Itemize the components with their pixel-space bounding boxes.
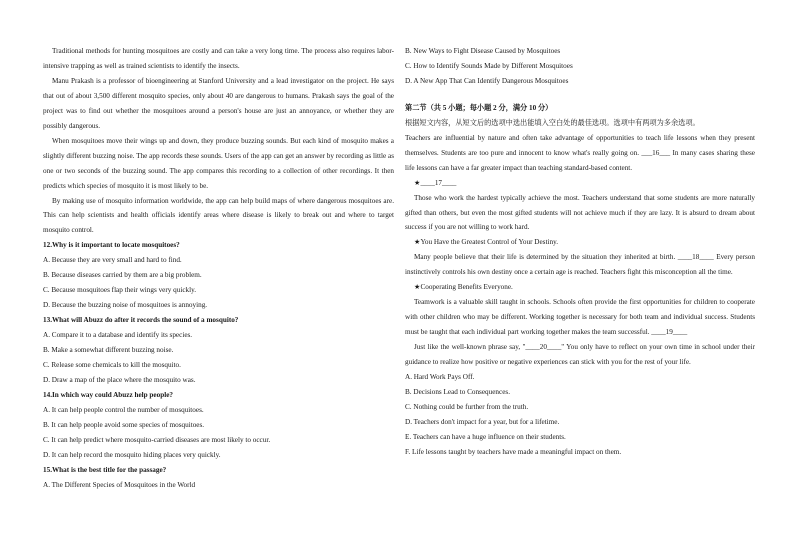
choice-option-c: C. Nothing could be further from the truth.: [405, 402, 529, 411]
passage-heading-blank: ★____17____: [414, 178, 457, 187]
question-13-option-c: C. Release some chemicals to kill the mosquito.: [43, 361, 181, 370]
question-12-option-a: A. Because they are very small and hard to find.: [43, 256, 182, 265]
passage-paragraph: When mosquitoes move their wings up and down, they produce buzzing sounds. But each kind of mosquito makes a slightly different buzzing noise. The app records these sounds. Users of the app can get an answer by recording as little as one or two seconds of the buzzing sound. The app compares this recording to a collection of other recordings. It then predicts which species of mosquito it is most likely to be.: [43, 136, 394, 190]
question-12-option-b: B. Because diseases carried by them are a big problem.: [43, 271, 202, 280]
question-15-option-a: A. The Different Species of Mosquitoes in the World: [43, 480, 196, 489]
question-15-option-c: C. How to Identify Sounds Made by Different Mosquitoes: [405, 61, 573, 70]
choice-option-d: D. Teachers don't impact for a year, but for a lifetime.: [405, 417, 560, 426]
question-15-stem: 15.What is the best title for the passage?: [43, 465, 167, 474]
question-13-option-a: A. Compare it to a database and identify its species.: [43, 331, 193, 340]
passage-paragraph: Just like the well-known phrase say, "____20____" You only have to reflect on your own time in school under their guidance to realize how positive or negative experiences can stick with you for the rest of your life.: [405, 343, 755, 367]
choice-option-f: F. Life lessons taught by teachers have made a meaningful impact on them.: [405, 447, 622, 456]
passage-paragraph: By making use of mosquito information worldwide, the app can help build maps of where dangerous mosquitoes are. This can help scientists and health officials identify areas where disease is likely to break out and where to target mosquito control.: [43, 196, 394, 235]
right-column: [405, 44, 755, 460]
choice-option-a: A. Hard Work Pays Off.: [405, 373, 475, 382]
passage-paragraph: Manu Prakash is a professor of bioengineering at Stanford University and a lead investigator on the project. He says that out of about 3,500 different mosquito species, only about 40 are dangerous to humans. Prakash says the goal of the project was to find out whether the mosquitoes around a person's house are just an annoyance, or whether they are possibly dangerous.: [43, 76, 394, 130]
passage-paragraph: Teachers are influential by nature and often take advantage of opportunities to teach life lessons when they present themselves. Students are too pure and innocent to know what's really going on. ___16___ In many cases sharing these life lessons can have a far greater impact than teaching standard-based content.: [405, 133, 755, 172]
question-15-option-b: B. New Ways to Fight Disease Caused by Mosquitoes: [405, 47, 561, 55]
question-13-stem: 13.What will Abuzz do after it records the sound of a mosquito?: [43, 316, 239, 325]
passage-paragraph: Teamwork is a valuable skill taught in schools. Schools often provide the first opportunities for children to cooperate with other children who may be different. Working together is necessary for both team and individual success. Students must be taught that each individual part working together makes the team successful. ____19____: [405, 298, 755, 337]
question-14-option-a: A. It can help people control the number of mosquitoes.: [43, 405, 204, 414]
passage-heading: ★Cooperating Benefits Everyone.: [414, 283, 513, 292]
question-12-stem: 12.Why is it important to locate mosquitoes?: [43, 241, 180, 250]
choice-option-e: E. Teachers can have a huge influence on their students.: [405, 432, 566, 441]
choice-option-b: B. Decisions Lead to Consequences.: [405, 387, 510, 396]
question-14-option-c: C. It can help predict where mosquito-carried diseases are most likely to occur.: [43, 435, 271, 444]
section-instruction: 根据短文内容，从短文后的选项中选出能填入空白处的最佳选项。选项中有两项为多余选项。: [405, 118, 700, 127]
question-14-stem: 14.In which way could Abuzz help people?: [43, 390, 173, 399]
passage-paragraph: Traditional methods for hunting mosquitoes are costly and can take a very long time. The process also requires labor-intensive trapping as well as trained scientists to identify the insects.: [43, 47, 394, 70]
left-column: [43, 44, 394, 493]
passage-heading: ★You Have the Greatest Control of Your Destiny.: [414, 238, 558, 247]
passage-paragraph: Many people believe that their life is determined by the situation they inherited at birth. ____18____ Every person instinctively controls his own destiny once a certain age is reached. Teachers fight this misconception all the time.: [405, 253, 755, 277]
question-13-option-d: D. Draw a map of the place where the mosquito was.: [43, 375, 196, 384]
question-15-option-d: D. A New App That Can Identify Dangerous Mosquitoes: [405, 76, 569, 85]
question-12-option-d: D. Because the buzzing noise of mosquitoes is annoying.: [43, 301, 208, 310]
question-14-option-b: B. It can help people avoid some species of mosquitoes.: [43, 420, 205, 429]
question-13-option-b: B. Make a somewhat different buzzing noise.: [43, 346, 174, 355]
question-12-option-c: C. Because mosquitoes flap their wings very quickly.: [43, 286, 197, 295]
question-14-option-d: D. It can help record the mosquito hiding places very quickly.: [43, 450, 221, 459]
passage-paragraph: Those who work the hardest typically achieve the most. Teachers understand that some students are more naturally gifted than others, but even the most gifted students will not achieve much if they are lazy. It is absurd to dream about success if you are not willing to work hard.: [405, 193, 755, 232]
section-title: 第二节（共 5 小题；每小题 2 分，满分 10 分）: [405, 103, 553, 112]
